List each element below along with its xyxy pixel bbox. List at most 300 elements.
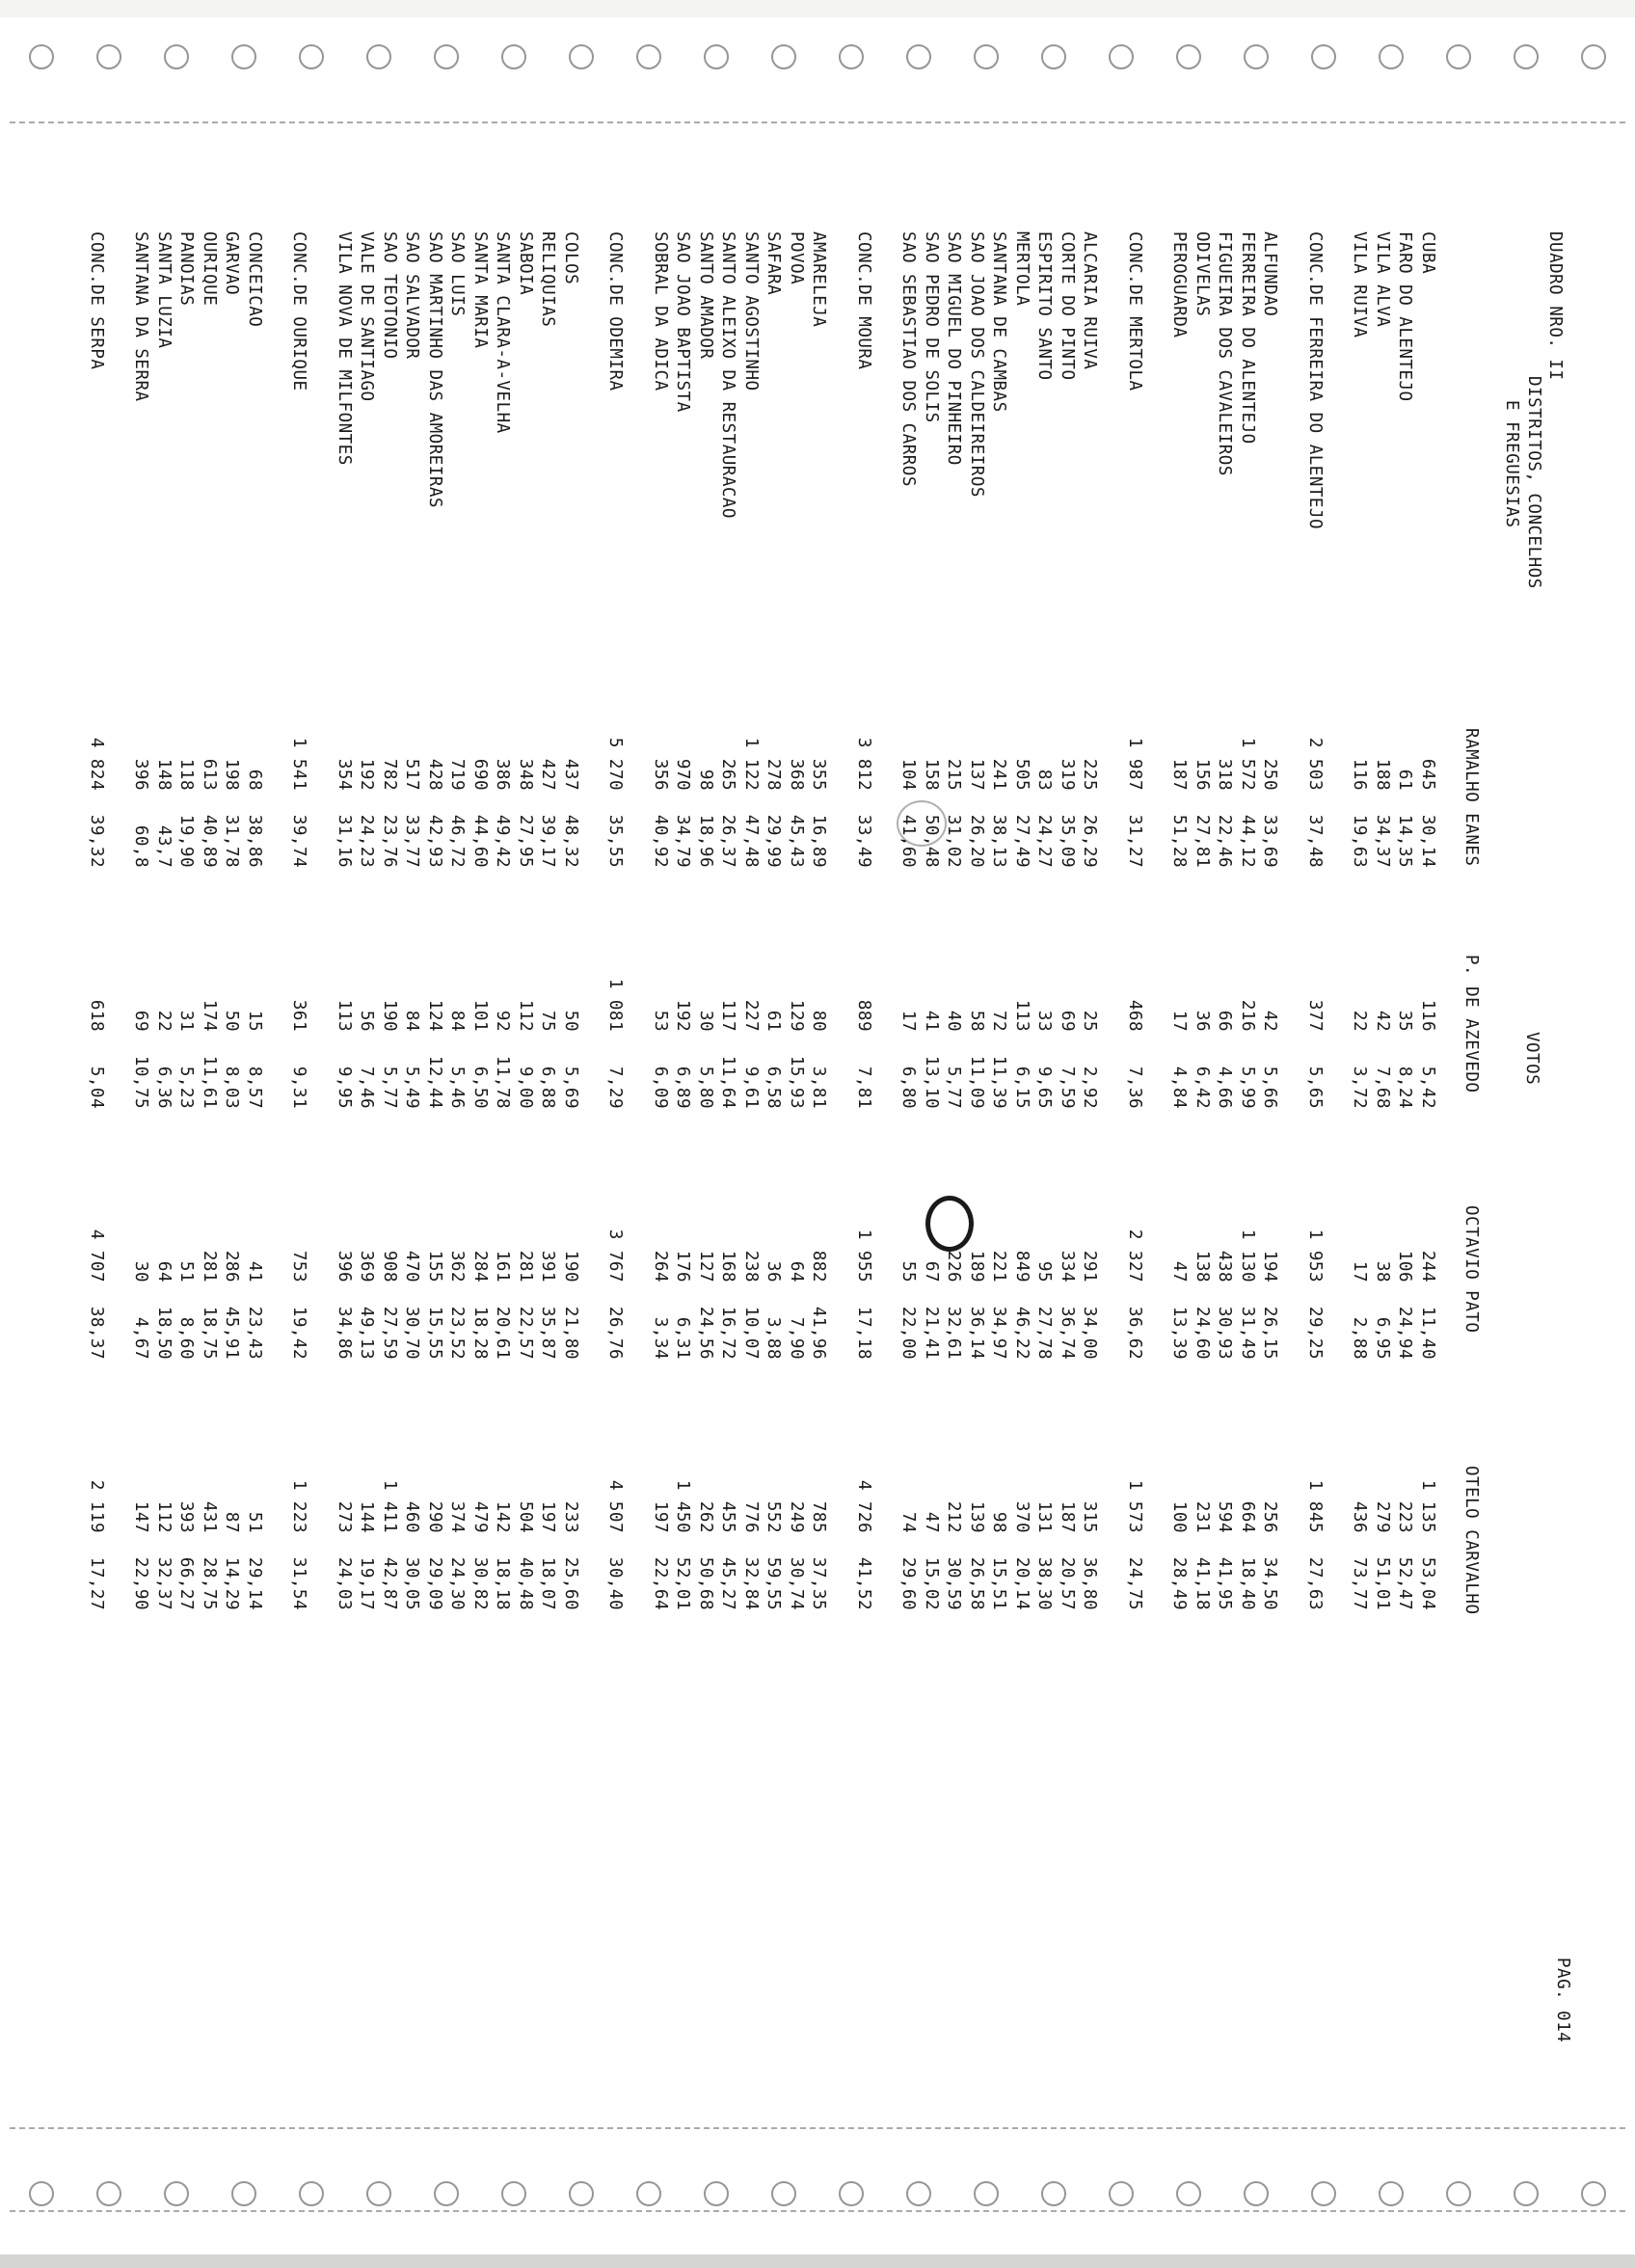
vote-count-cell: 112 bbox=[154, 1500, 174, 1533]
freguesia-group bbox=[1303, 193, 1439, 2121]
vote-count-cell: 782 bbox=[380, 758, 399, 791]
vote-percent-cell: 41,96 bbox=[809, 1306, 829, 1360]
vote-count-cell: 241 bbox=[989, 758, 1009, 791]
vote-count-cell: 970 bbox=[673, 758, 693, 791]
vote-count-cell: 61 bbox=[1395, 769, 1415, 791]
vote-percent-cell: 34,50 bbox=[1260, 1556, 1280, 1610]
vote-percent-cell: 6,88 bbox=[538, 1066, 558, 1109]
vote-count-cell: 284 bbox=[470, 1250, 490, 1282]
vote-count-cell: 618 bbox=[87, 999, 106, 1032]
vote-count-cell: 69 bbox=[131, 1010, 151, 1032]
vote-count-cell: 50 bbox=[561, 1010, 580, 1032]
vote-count-cell: 226 bbox=[944, 1250, 964, 1282]
vote-count-cell: 113 bbox=[1012, 999, 1032, 1032]
table-row bbox=[785, 193, 808, 2121]
vote-count-cell: 719 bbox=[447, 758, 468, 791]
vote-percent-cell: 23,76 bbox=[380, 814, 399, 868]
vote-percent-cell: 33,49 bbox=[854, 814, 873, 868]
vote-percent-cell: 41,52 bbox=[854, 1556, 873, 1610]
vote-percent-cell: 6,80 bbox=[898, 1066, 919, 1109]
freguesia-name: MERTOLA bbox=[1012, 231, 1032, 307]
vote-percent-cell: 44,60 bbox=[470, 814, 490, 868]
freguesia-name: SOBRAL DA ADICA bbox=[651, 231, 670, 392]
vote-count-cell: 139 bbox=[967, 1500, 986, 1533]
vote-count-cell: 281 bbox=[516, 1250, 535, 1282]
vote-count-cell: 265 bbox=[718, 758, 738, 791]
freguesia-name: SAO MIGUEL DO PINHEIRO bbox=[944, 231, 964, 466]
freguesia-name: POVOA bbox=[787, 231, 806, 285]
vote-percent-cell: 23,43 bbox=[245, 1306, 264, 1360]
vote-percent-cell: 26,37 bbox=[718, 814, 738, 868]
vote-percent-cell: 43,7 bbox=[154, 824, 174, 868]
vote-percent-cell: 19,42 bbox=[289, 1306, 309, 1360]
vote-count-cell: 30 bbox=[696, 1010, 715, 1032]
vote-count-cell: 908 bbox=[380, 1250, 399, 1282]
vote-count-cell: 31 bbox=[176, 1010, 197, 1032]
freguesia-name: VILA NOVA DE MILFONTES bbox=[335, 231, 354, 466]
vote-count-cell: 17 bbox=[1169, 1010, 1190, 1032]
vote-percent-cell: 40,48 bbox=[516, 1556, 535, 1610]
vote-percent-cell: 25,60 bbox=[561, 1556, 580, 1610]
vote-percent-cell: 16,72 bbox=[718, 1306, 738, 1360]
freguesia-name: AMARELEJA bbox=[809, 231, 829, 328]
vote-count-cell: 194 bbox=[1260, 1250, 1280, 1282]
vote-count-cell: 101 bbox=[470, 999, 490, 1032]
concelho-name: CONC.DE ODEMIRA bbox=[605, 231, 626, 392]
table-row bbox=[1348, 193, 1371, 2121]
vote-percent-cell: 40,89 bbox=[200, 814, 219, 868]
vote-count-cell: 95 bbox=[1034, 1260, 1055, 1282]
vote-count-cell: 279 bbox=[1373, 1500, 1392, 1533]
table-row bbox=[1032, 193, 1056, 2121]
table-row bbox=[1010, 193, 1033, 2121]
vote-percent-cell: 15,51 bbox=[989, 1556, 1009, 1610]
vote-count-cell: 238 bbox=[741, 1250, 761, 1282]
total-row bbox=[85, 193, 108, 2121]
vote-percent-cell: 10,75 bbox=[131, 1055, 151, 1109]
vote-percent-cell: 45,43 bbox=[787, 814, 806, 868]
vote-count-cell: 1 573 bbox=[1125, 1479, 1144, 1533]
vote-percent-cell: 7,81 bbox=[854, 1066, 873, 1109]
vote-percent-cell: 6,36 bbox=[154, 1066, 174, 1109]
vote-percent-cell: 51,01 bbox=[1373, 1556, 1392, 1610]
vote-percent-cell: 38,86 bbox=[245, 814, 264, 868]
vote-percent-cell: 34,00 bbox=[1080, 1306, 1100, 1360]
vote-percent-cell: 30,40 bbox=[605, 1556, 626, 1610]
vote-percent-cell: 18,28 bbox=[470, 1306, 490, 1360]
vote-percent-cell: 20,14 bbox=[1012, 1556, 1032, 1610]
vote-percent-cell: 6,15 bbox=[1012, 1066, 1032, 1109]
vote-percent-cell: 18,07 bbox=[538, 1556, 558, 1610]
vote-percent-cell: 42,87 bbox=[380, 1556, 399, 1610]
table-row bbox=[1371, 193, 1394, 2121]
table-row bbox=[174, 193, 198, 2121]
vote-count-cell: 250 bbox=[1260, 758, 1280, 791]
vote-percent-cell: 26,58 bbox=[967, 1556, 986, 1610]
vote-count-cell: 882 bbox=[809, 1250, 829, 1282]
freguesia-name: SANTANA DE CAMBAS bbox=[989, 231, 1009, 413]
vote-count-cell: 1 845 bbox=[1305, 1479, 1325, 1533]
vote-percent-cell: 40,92 bbox=[651, 814, 670, 868]
vote-percent-cell: 15,93 bbox=[787, 1055, 806, 1109]
freguesia-name: SANTO AMADOR bbox=[696, 231, 715, 360]
table-row bbox=[220, 193, 243, 2121]
freguesia-name: CUBA bbox=[1418, 231, 1437, 275]
candidate-header: RAMALHO EANES bbox=[1461, 728, 1481, 867]
vote-percent-cell: 41,60 bbox=[898, 814, 919, 868]
table-row bbox=[942, 193, 965, 2121]
freguesia-name: SABOIA bbox=[516, 231, 535, 296]
vote-count-cell: 1 081 bbox=[605, 978, 626, 1032]
vote-percent-cell: 37,48 bbox=[1305, 814, 1325, 868]
vote-percent-cell: 27,59 bbox=[380, 1306, 399, 1360]
scan-top-edge bbox=[0, 0, 1635, 17]
vote-count-cell: 355 bbox=[809, 758, 829, 791]
vote-percent-cell: 14,35 bbox=[1395, 814, 1415, 868]
table-row bbox=[1213, 193, 1236, 2121]
vote-count-cell: 64 bbox=[154, 1260, 174, 1282]
vote-percent-cell: 18,50 bbox=[154, 1306, 174, 1360]
vote-percent-cell: 4,84 bbox=[1169, 1066, 1190, 1109]
vote-count-cell: 438 bbox=[1215, 1250, 1235, 1282]
vote-count-cell: 35 bbox=[1395, 1010, 1415, 1032]
vote-count-cell: 36 bbox=[764, 1260, 784, 1282]
vote-percent-cell: 29,60 bbox=[898, 1556, 919, 1610]
freguesia-name: FERREIRA DO ALENTEJO bbox=[1238, 231, 1257, 445]
vote-count-cell: 664 bbox=[1238, 1500, 1257, 1533]
vote-percent-cell: 22,64 bbox=[651, 1556, 670, 1610]
vote-count-cell: 22 bbox=[1350, 1010, 1370, 1032]
vote-percent-cell: 8,57 bbox=[245, 1066, 264, 1109]
table-row bbox=[423, 193, 446, 2121]
vote-percent-cell: 51,28 bbox=[1169, 814, 1190, 868]
table-row bbox=[897, 193, 920, 2121]
vote-count-cell: 1 122 bbox=[741, 737, 761, 791]
vote-percent-cell: 39,17 bbox=[538, 814, 558, 868]
vote-percent-cell: 19,90 bbox=[176, 814, 197, 868]
vote-percent-cell: 2,88 bbox=[1350, 1316, 1370, 1360]
candidate-header: OTELO CARVALHO bbox=[1461, 1466, 1481, 1615]
vote-count-cell: 17 bbox=[1350, 1260, 1370, 1282]
table-row bbox=[1191, 193, 1214, 2121]
vote-percent-cell: 5,69 bbox=[561, 1066, 580, 1109]
vote-count-cell: 216 bbox=[1238, 999, 1257, 1032]
vote-percent-cell: 6,50 bbox=[470, 1066, 490, 1109]
table-row bbox=[243, 193, 266, 2121]
vote-percent-cell: 27,63 bbox=[1305, 1556, 1325, 1610]
table-id: DUADRO NRO. II bbox=[1545, 231, 1565, 381]
concelho-name: CONC.DE OURIQUE bbox=[289, 231, 309, 392]
vote-count-cell: 51 bbox=[176, 1260, 197, 1282]
vote-percent-cell: 27,81 bbox=[1193, 814, 1212, 868]
vote-percent-cell: 48,32 bbox=[561, 814, 580, 868]
vote-count-cell: 4 824 bbox=[87, 737, 106, 791]
vote-percent-cell: 26,76 bbox=[605, 1306, 626, 1360]
vote-count-cell: 30 bbox=[131, 1260, 151, 1282]
table-row bbox=[739, 193, 763, 2121]
vote-count-cell: 158 bbox=[922, 758, 941, 791]
vote-count-cell: 117 bbox=[718, 999, 738, 1032]
vote-count-cell: 22 bbox=[154, 1010, 174, 1032]
vote-count-cell: 290 bbox=[425, 1500, 444, 1533]
vote-count-cell: 5 270 bbox=[605, 737, 626, 791]
vote-count-cell: 67 bbox=[922, 1260, 941, 1282]
vote-count-cell: 98 bbox=[989, 1511, 1009, 1533]
vote-percent-cell: 27,78 bbox=[1034, 1306, 1055, 1360]
freguesia-name: OURIQUE bbox=[200, 231, 219, 307]
vote-count-cell: 264 bbox=[651, 1250, 670, 1282]
tractor-feed-holes-top bbox=[29, 44, 1606, 69]
vote-percent-cell: 3,88 bbox=[764, 1316, 784, 1360]
table-row bbox=[152, 193, 175, 2121]
vote-count-cell: 2 503 bbox=[1305, 737, 1325, 791]
total-row bbox=[1303, 193, 1327, 2121]
vote-percent-cell: 24,94 bbox=[1395, 1306, 1415, 1360]
vote-count-cell: 190 bbox=[561, 1250, 580, 1282]
vote-count-cell: 319 bbox=[1058, 758, 1077, 791]
vote-percent-cell: 34,97 bbox=[989, 1306, 1009, 1360]
vote-count-cell: 225 bbox=[1080, 758, 1100, 791]
vote-percent-cell: 5,23 bbox=[176, 1066, 197, 1109]
vote-count-cell: 4 707 bbox=[87, 1228, 106, 1282]
vote-count-cell: 47 bbox=[922, 1511, 941, 1533]
vote-percent-cell: 29,25 bbox=[1305, 1306, 1325, 1360]
vote-count-cell: 61 bbox=[764, 1010, 784, 1032]
vote-percent-cell: 30,70 bbox=[402, 1306, 422, 1360]
vote-percent-cell: 7,29 bbox=[605, 1066, 626, 1109]
scan-bottom-edge bbox=[0, 2254, 1635, 2268]
vote-percent-cell: 30,74 bbox=[787, 1556, 806, 1610]
vote-count-cell: 369 bbox=[357, 1250, 377, 1282]
vote-count-cell: 51 bbox=[245, 1511, 264, 1533]
vote-percent-cell: 26,20 bbox=[967, 814, 986, 868]
results-table bbox=[63, 193, 1439, 2121]
vote-count-cell: 41 bbox=[245, 1260, 264, 1282]
vote-count-cell: 56 bbox=[357, 1010, 377, 1032]
tractor-feed-holes-bottom bbox=[29, 2181, 1606, 2206]
freguesia-name: VILA ALVA bbox=[1373, 231, 1392, 328]
vote-percent-cell: 60,8 bbox=[131, 824, 151, 868]
table-row bbox=[694, 193, 717, 2121]
printout-sheet bbox=[77, 193, 1581, 2121]
vote-count-cell: 41 bbox=[922, 1010, 941, 1032]
header-subtitle: E FREGUESIAS bbox=[1502, 400, 1521, 528]
vote-percent-cell: 31,02 bbox=[944, 814, 964, 868]
vote-count-cell: 148 bbox=[154, 758, 174, 791]
vote-count-cell: 427 bbox=[538, 758, 558, 791]
vote-percent-cell: 24,75 bbox=[1125, 1556, 1144, 1610]
vote-percent-cell: 46,22 bbox=[1012, 1306, 1032, 1360]
vote-count-cell: 17 bbox=[898, 1010, 919, 1032]
freguesia-name: CORTE DO PINTO bbox=[1058, 231, 1077, 381]
table-row bbox=[491, 193, 514, 2121]
table-row bbox=[559, 193, 582, 2121]
vote-count-cell: 138 bbox=[1193, 1250, 1212, 1282]
vote-count-cell: 3 767 bbox=[605, 1228, 626, 1282]
vote-percent-cell: 3,81 bbox=[809, 1066, 829, 1109]
vote-percent-cell: 15,55 bbox=[425, 1306, 444, 1360]
freguesia-name: VALE DE SANTIAGO bbox=[357, 231, 377, 402]
vote-percent-cell: 18,75 bbox=[200, 1306, 219, 1360]
freguesia-name: FARO DO ALENTEJO bbox=[1395, 231, 1415, 402]
vote-percent-cell: 49,13 bbox=[357, 1306, 377, 1360]
vote-percent-cell: 28,75 bbox=[200, 1556, 219, 1610]
vote-count-cell: 36 bbox=[1193, 1010, 1212, 1032]
vote-count-cell: 1 955 bbox=[854, 1228, 873, 1282]
candidate-header: OCTAVIO PATO bbox=[1461, 1205, 1481, 1334]
vote-percent-cell: 8,60 bbox=[176, 1316, 197, 1360]
vote-percent-cell: 29,99 bbox=[764, 814, 784, 868]
vote-count-cell: 69 bbox=[1058, 1010, 1077, 1032]
vote-count-cell: 50 bbox=[222, 1010, 242, 1032]
freguesia-name: SANTA CLARA-A-VELHA bbox=[493, 231, 513, 434]
vote-count-cell: 42 bbox=[1260, 1010, 1280, 1032]
freguesia-name: COLOS bbox=[561, 231, 580, 285]
vote-count-cell: 753 bbox=[289, 1250, 309, 1282]
vote-count-cell: 1 572 bbox=[1238, 737, 1257, 791]
vote-percent-cell: 13,10 bbox=[922, 1055, 941, 1109]
vote-count-cell: 354 bbox=[335, 758, 354, 791]
vote-percent-cell: 7,90 bbox=[787, 1316, 806, 1360]
freguesia-name: SAO JOAO BAPTISTA bbox=[673, 231, 693, 413]
vote-percent-cell: 24,30 bbox=[447, 1556, 468, 1610]
table-row bbox=[400, 193, 423, 2121]
vote-count-cell: 131 bbox=[1034, 1500, 1055, 1533]
vote-percent-cell: 35,55 bbox=[605, 814, 626, 868]
vote-count-cell: 262 bbox=[696, 1500, 715, 1533]
concelho-name: CONC.DE MOURA bbox=[854, 231, 873, 370]
vote-percent-cell: 22,90 bbox=[131, 1556, 151, 1610]
vote-count-cell: 174 bbox=[200, 999, 219, 1032]
page-number: PAG. 014 bbox=[1553, 1958, 1572, 2043]
vote-percent-cell: 11,39 bbox=[989, 1055, 1009, 1109]
vote-percent-cell: 7,36 bbox=[1125, 1066, 1144, 1109]
candidate-header: P. DE AZEVEDO bbox=[1461, 955, 1481, 1094]
vote-count-cell: 391 bbox=[538, 1250, 558, 1282]
vote-count-cell: 197 bbox=[651, 1500, 670, 1533]
freguesia-name: SANTA LUZIA bbox=[154, 231, 174, 349]
vote-count-cell: 176 bbox=[673, 1250, 693, 1282]
freguesia-name: ALCARIA RUIVA bbox=[1080, 231, 1100, 370]
vote-count-cell: 42 bbox=[1373, 1010, 1392, 1032]
vote-percent-cell: 10,07 bbox=[741, 1306, 761, 1360]
vote-count-cell: 256 bbox=[1260, 1500, 1280, 1533]
vote-percent-cell: 11,40 bbox=[1418, 1306, 1437, 1360]
vote-count-cell: 192 bbox=[673, 999, 693, 1032]
vote-count-cell: 1 223 bbox=[289, 1479, 309, 1533]
table-row bbox=[1167, 193, 1191, 2121]
vote-count-cell: 428 bbox=[425, 758, 444, 791]
header-title: DISTRITOS, CONCELHOS bbox=[1524, 376, 1543, 589]
vote-count-cell: 1 135 bbox=[1418, 1479, 1437, 1533]
vote-count-cell: 68 bbox=[245, 769, 264, 791]
vote-percent-cell: 37,35 bbox=[809, 1556, 829, 1610]
vote-percent-cell: 39,32 bbox=[87, 814, 106, 868]
vote-percent-cell: 19,63 bbox=[1350, 814, 1370, 868]
vote-count-cell: 362 bbox=[447, 1250, 468, 1282]
vote-count-cell: 613 bbox=[200, 758, 219, 791]
vote-count-cell: 889 bbox=[854, 999, 873, 1032]
vote-count-cell: 53 bbox=[651, 1010, 670, 1032]
vote-count-cell: 785 bbox=[809, 1500, 829, 1533]
vote-count-cell: 436 bbox=[1350, 1500, 1370, 1533]
vote-percent-cell: 5,77 bbox=[944, 1066, 964, 1109]
vote-percent-cell: 39,74 bbox=[289, 814, 309, 868]
vote-count-cell: 144 bbox=[357, 1500, 377, 1533]
freguesia-name: RELIQUIAS bbox=[538, 231, 558, 328]
freguesia-name: SAO LUIS bbox=[447, 231, 468, 317]
vote-count-cell: 1 953 bbox=[1305, 1228, 1325, 1282]
vote-percent-cell: 12,44 bbox=[425, 1055, 444, 1109]
vote-percent-cell: 19,17 bbox=[357, 1556, 377, 1610]
vote-percent-cell: 22,46 bbox=[1215, 814, 1235, 868]
vote-percent-cell: 31,49 bbox=[1238, 1306, 1257, 1360]
vote-percent-cell: 66,27 bbox=[176, 1556, 197, 1610]
vote-percent-cell: 17,18 bbox=[854, 1306, 873, 1360]
table-row bbox=[716, 193, 739, 2121]
vote-count-cell: 84 bbox=[402, 1010, 422, 1032]
vote-count-cell: 431 bbox=[200, 1500, 219, 1533]
vote-count-cell: 4 507 bbox=[605, 1479, 626, 1533]
vote-percent-cell: 31,16 bbox=[335, 814, 354, 868]
vote-count-cell: 106 bbox=[1395, 1250, 1415, 1282]
freguesia-name: SANTA MARIA bbox=[470, 231, 490, 349]
vote-count-cell: 58 bbox=[967, 1010, 986, 1032]
vote-count-cell: 377 bbox=[1305, 999, 1325, 1032]
vote-count-cell: 116 bbox=[1418, 999, 1437, 1032]
vote-count-cell: 142 bbox=[493, 1500, 513, 1533]
vote-count-cell: 66 bbox=[1215, 1010, 1235, 1032]
vote-percent-cell: 8,24 bbox=[1395, 1066, 1415, 1109]
vote-count-cell: 168 bbox=[718, 1250, 738, 1282]
vote-percent-cell: 34,79 bbox=[673, 814, 693, 868]
table-row bbox=[514, 193, 537, 2121]
table-row bbox=[445, 193, 469, 2121]
vote-percent-cell: 23,52 bbox=[447, 1306, 468, 1360]
vote-percent-cell: 7,59 bbox=[1058, 1066, 1077, 1109]
vote-percent-cell: 5,66 bbox=[1260, 1066, 1280, 1109]
vote-percent-cell: 24,56 bbox=[696, 1306, 715, 1360]
vote-percent-cell: 33,77 bbox=[402, 814, 422, 868]
vote-count-cell: 3 812 bbox=[854, 737, 873, 791]
vote-percent-cell: 6,42 bbox=[1193, 1066, 1212, 1109]
vote-percent-cell: 73,77 bbox=[1350, 1556, 1370, 1610]
freguesia-name: ALFUNDAO bbox=[1260, 231, 1280, 317]
vote-count-cell: 197 bbox=[538, 1500, 558, 1533]
vote-percent-cell: 4,67 bbox=[131, 1316, 151, 1360]
vote-count-cell: 1 450 bbox=[673, 1479, 693, 1533]
vote-count-cell: 1 130 bbox=[1238, 1228, 1257, 1282]
vote-count-cell: 155 bbox=[425, 1250, 444, 1282]
table-row bbox=[536, 193, 559, 2121]
vote-percent-cell: 3,34 bbox=[651, 1316, 670, 1360]
vote-count-cell: 455 bbox=[718, 1500, 738, 1533]
vote-percent-cell: 45,91 bbox=[222, 1306, 242, 1360]
vote-count-cell: 4 726 bbox=[854, 1479, 873, 1533]
vote-count-cell: 690 bbox=[470, 758, 490, 791]
table-row bbox=[762, 193, 785, 2121]
table-row bbox=[1236, 193, 1259, 2121]
vote-count-cell: 291 bbox=[1080, 1250, 1100, 1282]
vote-count-cell: 104 bbox=[898, 758, 919, 791]
vote-percent-cell: 9,65 bbox=[1034, 1066, 1055, 1109]
vote-count-cell: 221 bbox=[989, 1250, 1009, 1282]
vote-percent-cell: 38,37 bbox=[87, 1306, 106, 1360]
vote-percent-cell: 34,86 bbox=[335, 1306, 354, 1360]
vote-percent-cell: 24,27 bbox=[1034, 814, 1055, 868]
freguesia-name: SAO SEBASTIAO DOS CARROS bbox=[898, 231, 919, 487]
vote-percent-cell: 5,77 bbox=[380, 1066, 399, 1109]
